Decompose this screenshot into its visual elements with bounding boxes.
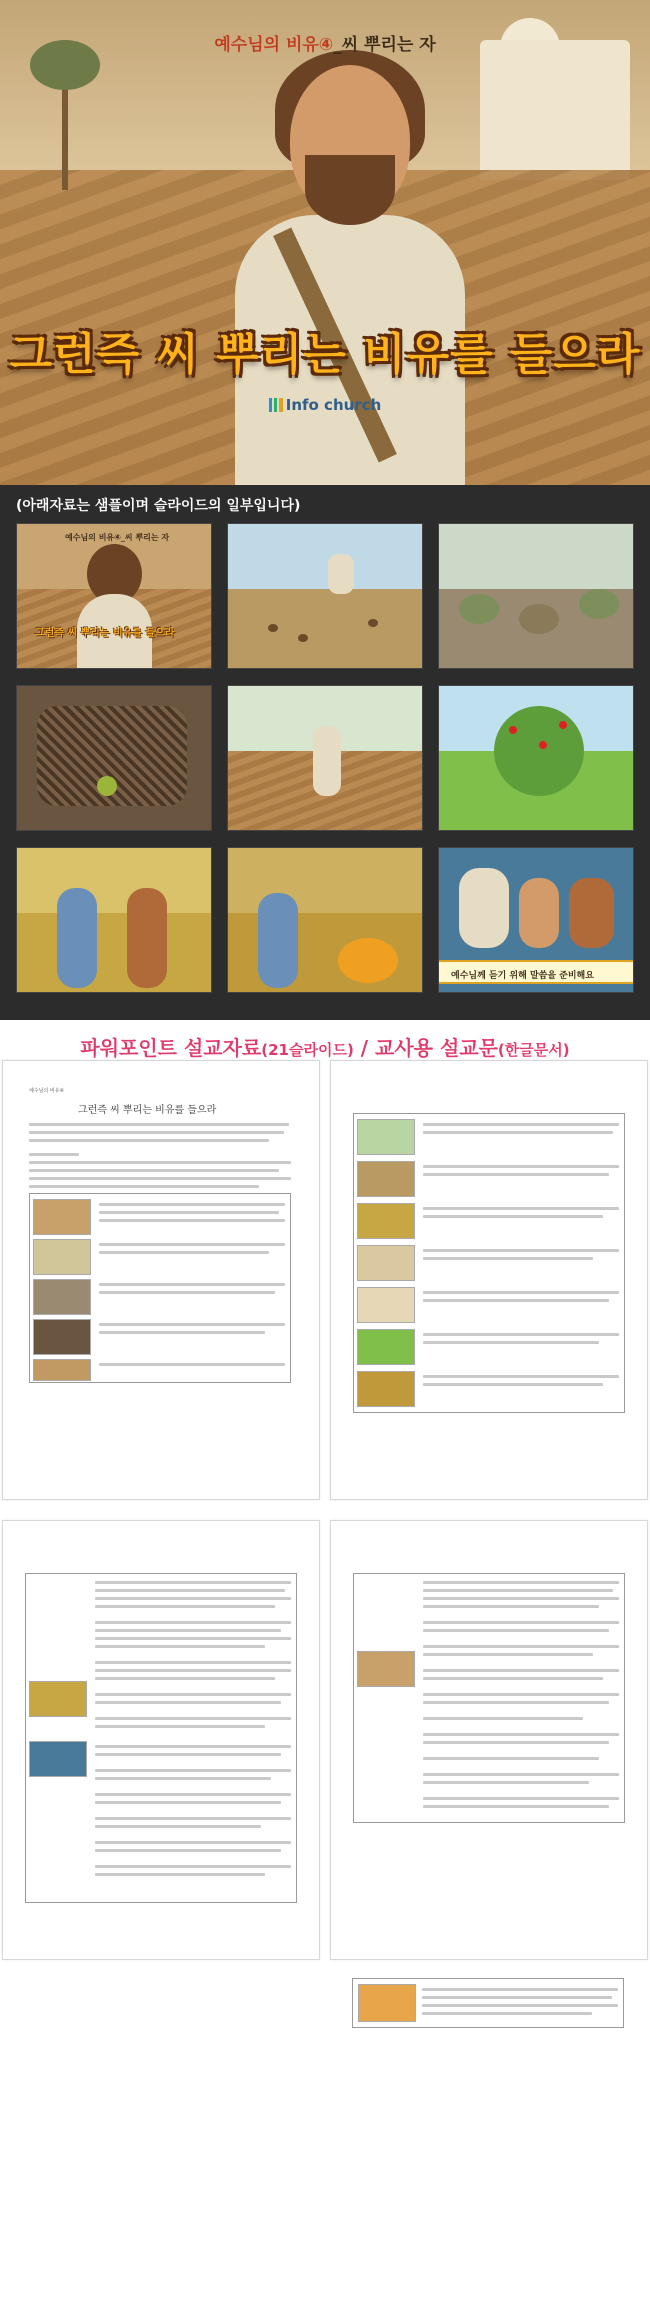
- hero-title: 그런즉 씨 뿌리는 비유를 들으라: [9, 329, 641, 380]
- section-title-format: (한글문서): [497, 1041, 570, 1059]
- slide-thumbnail-1[interactable]: [16, 523, 212, 669]
- slide-thumbnail-7[interactable]: [16, 847, 212, 993]
- slide-thumbnail-subtitle: 예수님의 비유④_씨 뿌리는 자: [65, 533, 170, 542]
- slide-thumbnail-2[interactable]: [227, 523, 423, 669]
- sample-slides-band: [0, 485, 650, 1020]
- hero-banner: [0, 0, 650, 485]
- slide-thumbnail-8[interactable]: [227, 847, 423, 993]
- doc-table: [353, 1573, 625, 1823]
- doc-page-label: 예수님의 비유④: [29, 1088, 65, 1094]
- sower-illustration: [235, 45, 465, 485]
- hero-subtitle: [0, 30, 650, 55]
- section-title: [0, 1032, 650, 1061]
- slide-banner-text: 예수님께 듣기 위해 말씀을 준비해요: [451, 971, 594, 981]
- logo-bars-icon: [269, 398, 283, 412]
- doc-page-heading: 그런즉 씨 뿌리는 비유를 들으라: [78, 1105, 217, 1116]
- section-title-sep: / 교사용 설교문: [353, 1036, 498, 1060]
- info-church-logo: [0, 396, 650, 414]
- sermon-doc-page-5[interactable]: [330, 1970, 648, 2040]
- hero-subtitle-highlight: 예수님의 비유④: [214, 35, 334, 55]
- slide-thumbnail-6[interactable]: [438, 685, 634, 831]
- logo-text: Info church: [285, 396, 382, 414]
- slide-thumbnail-9[interactable]: [438, 847, 634, 993]
- hero-subtitle-rest: _씨 뿌리는 자: [333, 35, 436, 55]
- slide-thumbnail-5[interactable]: [227, 685, 423, 831]
- slide-thumbnail-4[interactable]: [16, 685, 212, 831]
- sermon-doc-page-4[interactable]: [330, 1520, 648, 1960]
- section-title-count: (21슬라이드): [261, 1041, 354, 1059]
- sermon-doc-page-2[interactable]: [330, 1060, 648, 1500]
- slide-thumbnail-title: 그런즉 씨 뿌리는 비유를 들으라: [35, 628, 175, 639]
- sermon-doc-page-3[interactable]: [2, 1520, 320, 1960]
- slide-thumbnail-3[interactable]: [438, 523, 634, 669]
- sermon-doc-page-1[interactable]: [2, 1060, 320, 1500]
- sample-notice: (아래자료는 샘플이며 슬라이드의 일부입니다): [16, 498, 301, 514]
- palm-tree-illustration: [30, 40, 100, 190]
- hero-house: [480, 40, 630, 180]
- section-title-main: 파워포인트 설교자료: [80, 1036, 262, 1060]
